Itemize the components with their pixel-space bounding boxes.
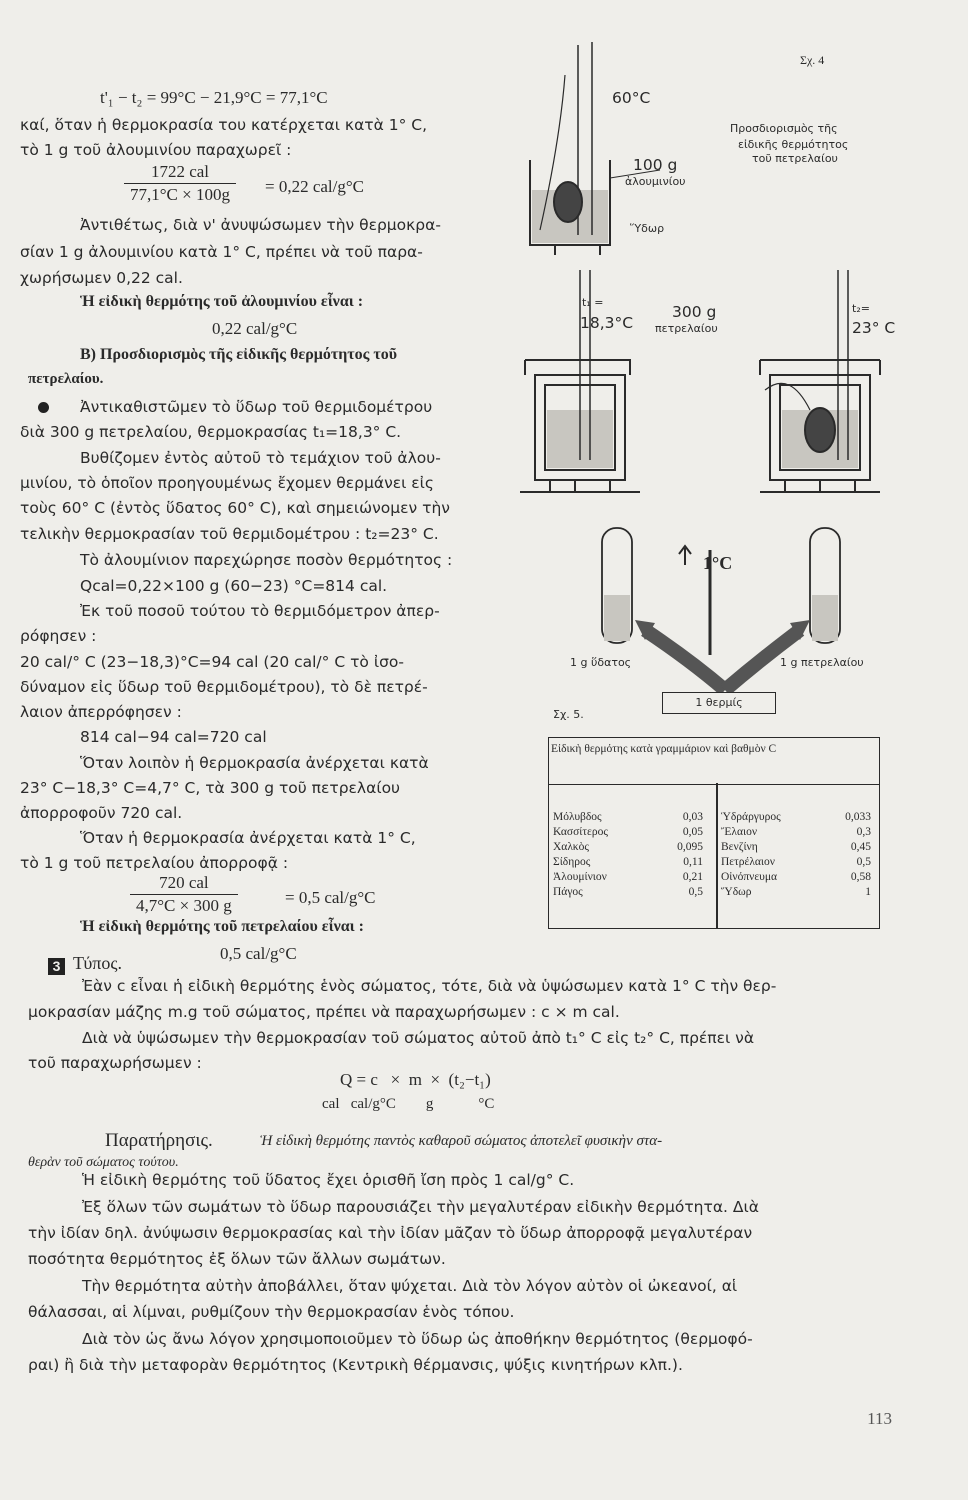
label-t2: t₂= [852,302,870,315]
material-name: Μόλυβδος [553,811,602,823]
text-line: Ἀντικαθιστῶμεν τὸ ὕδωρ τοῦ θερμιδομέτρου [80,398,433,416]
material-name: Οἰνόπνευμα [721,871,778,883]
label-60c: 60°C [612,89,651,107]
figure-5-label: Σχ. 5. [553,708,584,721]
section-title: Τύπος. [73,953,122,973]
text-line: Διὰ τὸν ὡς ἄνω λόγον χρησιμοποιοῦμεν τὸ ὕδωρ ὡς ἀποθήκην θερμότητος (θερμοφό- [82,1330,753,1348]
text-line: τὴν ἰδίαν δηλ. ἀνύψωσιν θερμοκρασίας καὶ τὴν ἰδίαν μᾶζαν τὸ ὕδωρ ἀπορροφᾷ μεγαλυτέραν [28,1224,753,1242]
table-row [553,825,703,840]
label-aluminium: ἀλουμινίου [625,175,686,188]
equation-line: 23° C−18,3° C=4,7° C, τὰ 300 g τοῦ πετρελαίου [20,779,401,797]
figure-4-caption: Προσδιορισμὸς τῆς [730,122,838,135]
table-header: Εἰδικὴ θερμότης κατὰ γραμμάριον καὶ βαθμὸν C [549,738,879,785]
label-1c: 1°C [703,553,733,573]
text-line: Ἐξ ὅλων τῶν σωμάτων τὸ ὕδωρ παρουσιάζει τὴν μεγαλυτέραν εἰδικὴν θερμότητα. Διὰ [82,1198,759,1216]
label-t1: t₁ = [582,296,604,309]
text-line: Διὰ νὰ ὑψώσωμεν τὴν θερμοκρασίαν τοῦ σώματος αὐτοῦ ἀπὸ t₁° C εἰς t₂° C, πρέπει νὰ [82,1029,755,1047]
fraction-result: = 0,22 cal/g°C [265,177,365,196]
table-row [721,825,871,840]
label-1g-water: 1 g ὕδατος [570,656,632,669]
table-divider [716,783,718,928]
value-t2: 23° C [852,319,896,337]
formula-units: cal cal/g°C g °C [322,1096,495,1112]
table-row [721,840,871,855]
specific-heat-value: 0,11 [683,856,703,868]
material-name: Χαλκὸς [553,841,589,853]
label-100g: 100 g [633,156,678,174]
table-row [721,855,871,870]
box-one-calorie: 1 θερμίς [662,692,776,714]
fraction-denominator: 4,7°C × 300 g [136,896,232,915]
value-aluminium: 0,22 cal/g°C [212,319,298,338]
table-right-column [721,810,871,900]
table-row [721,810,871,825]
material-name: Βενζίνη [721,841,758,853]
text-line: τελικὴν θερμοκρασίαν τοῦ θερμιδομέτρου : t₂=23° C. [20,525,439,543]
text-line: δύναμον εἰς ὕδωρ τοῦ θερμιδομέτρου), τὸ δὲ πετρέ- [20,678,428,696]
equation-line: 20 cal/° C (23−18,3)°C=94 cal (20 cal/° C τὸ ἰσο- [20,653,404,671]
bullet-icon [38,402,49,413]
text-line: Ἡ εἰδικὴ θερμότης τοῦ ὕδατος ἔχει ὁρισθῆ ἴση πρὸς 1 cal/g° C. [82,1171,575,1189]
figure-4-caption: εἰδικῆς θερμότητος [738,138,849,151]
text-line: καί, ὅταν ἡ θερμοκρασία του κατέρχεται κατὰ 1° C, [20,116,428,134]
table-row [553,870,703,885]
specific-heat-value: 0,5 [688,886,703,898]
material-name: Ὑδράργυρος [721,811,781,823]
equation-line: Qcal=0,22×100 g (60−23) °C=814 cal. [80,577,388,595]
label-1g-oil: 1 g πετρελαίου [780,656,864,669]
text-line: μινίου, τὸ ὁποῖον προηγουμένως ἔχομεν θερμάνει εἰς [20,474,435,492]
equation-temp-difference: t'₁ − t₂ = 99°C − 21,9°C = 77,1°C [100,88,328,107]
remark-italic: Ἡ εἰδικὴ θερμότης παντὸς καθαροῦ σώματος ἀποτελεῖ φυσικὴν στα- [260,1133,663,1149]
formula: Q = c × m × (t₂−t₁) [340,1070,491,1089]
text-line: λαιον ἀπερρόφησεν : [20,703,182,721]
heading-aluminium-result: Ἡ εἰδικὴ θερμότης τοῦ ἀλουμινίου εἶναι : [80,293,364,310]
specific-heat-table [548,737,880,929]
material-name: Πάγος [553,886,583,898]
section-number: 3 [48,958,65,975]
text-line: τὸ 1 g τοῦ πετρελαίου ἀπορροφᾷ : [20,854,289,872]
specific-heat-value: 0,03 [682,811,703,823]
figure-4-caption: τοῦ πετρελαίου [752,152,838,165]
table-row [553,855,703,870]
text-line: τοῦ παραχωρήσωμεν : [28,1054,202,1072]
specific-heat-value: 0,5 [856,856,871,868]
table-row [721,885,871,900]
text-line: Ὅταν ἡ θερμοκρασία ἀνέρχεται κατὰ 1° C, [80,829,416,847]
label-300g: 300 g [672,303,717,321]
aluminium-piece [554,182,582,222]
material-name: Πετρέλαιον [721,856,775,868]
fraction-oil [130,873,238,916]
specific-heat-value: 0,3 [856,826,871,838]
table-row [553,840,703,855]
fraction-denominator: 77,1°C × 100g [130,185,230,204]
label-oil: πετρελαίου [655,322,718,335]
text-line: Ἐκ τοῦ ποσοῦ τούτου τὸ θερμιδόμετρον ἀπερ- [80,602,440,620]
heading-section-b: Β) Προσδιορισμὸς τῆς εἰδικῆς θερμότητος τοῦ [80,346,398,363]
figure-5-diagram [560,520,890,710]
text-line: θάλασσαι, αἱ λίμναι, ρυθμίζουν τὴν θερμοκρασίαν ἑνὸς τόπου. [28,1303,515,1321]
specific-heat-value: 0,45 [850,841,871,853]
aluminium-piece-2 [805,408,835,452]
text-line: ρόφησεν : [20,627,97,645]
table-left-column [553,810,703,900]
heading-oil-result: Ἡ εἰδικὴ θερμότης τοῦ πετρελαίου εἶναι : [80,918,364,935]
text-line: ραι) ἢ διὰ τὴν μεταφορὰν θερμότητος (Κεντρικὴ θέρμανσις, ψύξις κινητήρων κλπ.). [28,1356,683,1374]
remark-italic: θερὰν τοῦ σώματος τούτου. [28,1155,179,1170]
arrow-left [645,630,725,690]
text-line: διὰ 300 g πετρελαίου, θερμοκρασίας t₁=18,3° C. [20,423,402,441]
material-name: Σίδηρος [553,856,591,868]
specific-heat-value: 0,095 [677,841,703,853]
text-line: τοὺς 60° C (ἐντὸς ὕδατος 60° C), καὶ σημειώνομεν τὴν [20,499,450,517]
specific-heat-value: 0,21 [682,871,703,883]
fraction-result: = 0,5 cal/g°C [285,888,376,907]
page-number: 113 [867,1409,892,1428]
material-name: Ὕδωρ [721,886,752,898]
specific-heat-value: 0,033 [845,811,871,823]
arrow-up-icon [679,546,691,565]
section-3-heading [48,953,122,975]
text-line: χωρήσωμεν 0,22 cal. [20,269,183,287]
value-oil: 0,5 cal/g°C [220,944,297,963]
text-line: Βυθίζομεν ἐντὸς αὐτοῦ τὸ τεμάχιον τοῦ ἀλου- [80,449,441,467]
value-t1: 18,3°C [580,314,634,332]
text-line: σίαν 1 g ἀλουμινίου κατὰ 1° C, πρέπει νὰ τοῦ παρα- [20,243,423,261]
equation-line: 814 cal−94 cal=720 cal [80,728,267,746]
table-row [721,870,871,885]
material-name: Ἀλουμίνιον [553,871,607,883]
material-name: Κασσίτερος [553,826,608,838]
material-name: Ἔλαιον [721,826,758,838]
table-row [553,810,703,825]
text-line: ποσότητα θερμότητος ἐξ ὅλων τῶν ἄλλων σωμάτων. [28,1250,446,1268]
figure-4-label: Σχ. 4 [800,53,825,67]
text-line: Τὴν θερμότητα αὐτὴν ἀποβάλλει, ὅταν ψύχεται. Διὰ τὸν λόγον αὐτὸν οἱ ὠκεανοί, αἱ [82,1277,738,1295]
remark-title: Παρατήρησις. [105,1130,213,1151]
text-line: Ἐὰν c εἶναι ἡ εἰδικὴ θερμότης ἑνὸς σώματος, τότε, διὰ νὰ ὑψώσωμεν κατὰ 1° C τὴν θερ- [82,977,777,995]
table-row [553,885,703,900]
figure-4-calorimeter-diagram [520,30,950,510]
fraction-numerator: 720 cal [130,873,238,895]
calorimeter-lid [525,360,630,375]
text-line: Ἀντιθέτως, διὰ ν' ἀνυψώσωμεν τὴν θερμοκρα- [80,216,441,234]
text-line: τὸ 1 g τοῦ ἀλουμινίου παραχωρεῖ : [20,141,292,159]
specific-heat-value: 1 [865,886,871,898]
text-line: Τὸ ἀλουμίνιον παρεχώρησε ποσὸν θερμότητος : [80,551,453,569]
text-line: ἀπορροφοῦν 720 cal. [20,804,183,822]
text-line: μοκρασίαν μάζης m.g τοῦ σώματος, πρέπει νὰ παραχωρήσωμεν : c × m cal. [28,1003,620,1021]
label-water: Ὕδωρ [630,222,665,235]
fraction-aluminium [124,162,236,205]
fraction-numerator: 1722 cal [124,162,236,184]
specific-heat-value: 0,58 [850,871,871,883]
text-line: Ὅταν λοιπὸν ἡ θερμοκρασία ἀνέρχεται κατὰ [80,754,429,772]
calorimeter-lid-2 [760,360,880,375]
specific-heat-value: 0,05 [682,826,703,838]
heading-section-b-cont: πετρελαίου. [28,371,104,387]
